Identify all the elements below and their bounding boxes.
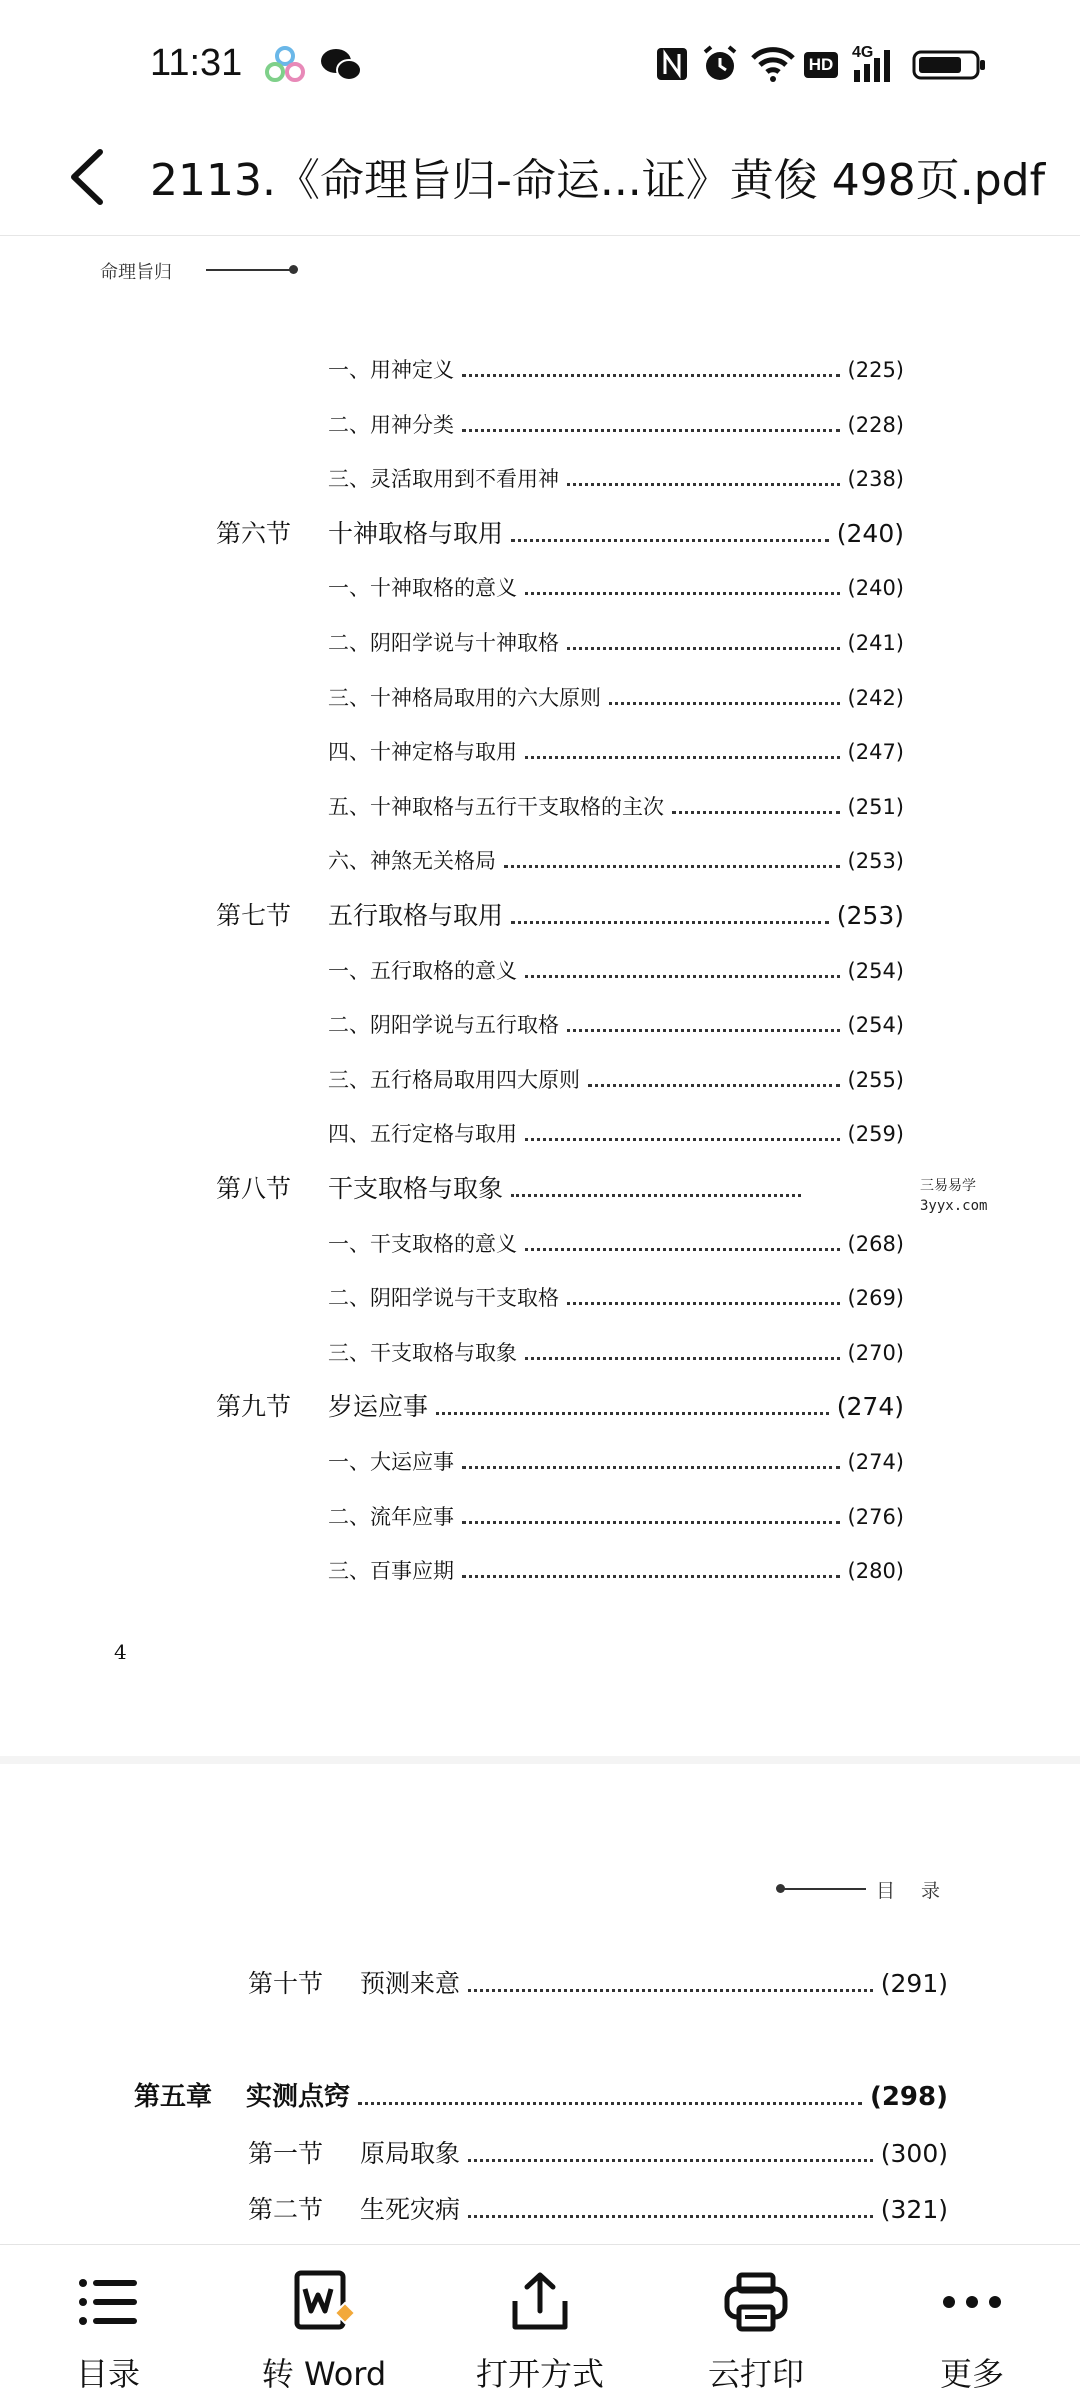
toolbar-label: 云打印 — [707, 2355, 804, 2393]
toc-section-number: 第一节 — [248, 2139, 324, 2168]
document-title: 2113.《命理旨归-命运...证》黄俊 498页.pdf — [150, 155, 1046, 206]
running-head: 目 录 — [875, 1880, 950, 1902]
toc-title: 二、流年应事 — [328, 1504, 454, 1529]
toc-title: 五、十神取格与五行干支取格的主次 — [328, 794, 664, 819]
toc-title: 岁运应事 — [328, 1392, 429, 1422]
toc-title: 预测来意 — [360, 1969, 461, 1998]
watermark-line2: 3yyx.com — [920, 1198, 988, 1214]
toc-entry[interactable] — [328, 791, 904, 821]
toolbar-label: 目录 — [75, 2355, 140, 2393]
toc-section-number: 第八节 — [216, 1174, 292, 1203]
toc-leader-dots — [462, 374, 840, 377]
toc-page-number: (280) — [847, 1559, 904, 1584]
toc-entry[interactable] — [328, 1228, 904, 1258]
toolbar-cloud-print-button[interactable] — [648, 2245, 864, 2401]
toc-title: 二、阴阳学说与五行取格 — [328, 1013, 559, 1038]
toc-entry[interactable] — [328, 1555, 904, 1585]
toc-page-number: (254) — [847, 1013, 904, 1038]
toc-entry[interactable] — [328, 627, 904, 657]
toc-leader-dots — [525, 756, 840, 759]
status-time: 11:31 — [150, 42, 243, 84]
toc-entry[interactable] — [328, 1446, 904, 1476]
wechat-icon — [318, 44, 364, 84]
toc-page-number: (253) — [836, 901, 904, 930]
toc-page-number: (269) — [847, 1286, 904, 1311]
toolbar-contents-button[interactable] — [0, 2245, 216, 2401]
pdf-page-2[interactable] — [0, 1764, 1080, 2244]
more-icon — [937, 2267, 1007, 2337]
toc-entry[interactable] — [216, 514, 904, 550]
toc-page-number: (255) — [847, 1067, 904, 1092]
toc-title: 原局取象 — [360, 2139, 461, 2168]
toc-leader-dots — [567, 483, 840, 486]
list-icon — [73, 2267, 143, 2337]
hd-icon: HD — [804, 52, 838, 78]
toc-page-number: (254) — [847, 958, 904, 983]
toc-section-number: 第五章 — [134, 2082, 213, 2112]
toc-leader-dots — [511, 1194, 801, 1197]
toc-page-number: (270) — [847, 1340, 904, 1365]
toc-title: 一、大运应事 — [328, 1450, 454, 1474]
toc-section-number: 第二节 — [248, 2195, 324, 2224]
toc-page-number: (247) — [847, 740, 904, 765]
toc-title: 生死灾病 — [360, 2195, 461, 2224]
toc-title: 四、十神定格与取用 — [328, 740, 517, 765]
toc-title: 三、五行格局取用四大原则 — [328, 1067, 580, 1092]
toc-leader-dots — [462, 1466, 840, 1469]
toc-title: 三、百事应期 — [328, 1559, 454, 1584]
header-rule — [780, 1888, 866, 1890]
toc-leader-dots — [436, 1412, 829, 1415]
toc-leader-dots — [511, 539, 829, 542]
toc-title: 二、用神分类 — [328, 412, 454, 437]
toc-entry[interactable] — [328, 1009, 904, 1039]
toc-leader-dots — [567, 1302, 840, 1305]
watermark — [920, 1176, 987, 1216]
toc-title: 干支取格与取象 — [328, 1174, 504, 1203]
toc-page-number: (321) — [880, 2195, 948, 2224]
toc-title: 一、用神定义 — [328, 358, 454, 382]
toc-entry[interactable] — [328, 1337, 904, 1367]
toc-title: 六、神煞无关格局 — [328, 849, 496, 874]
toc-leader-dots — [462, 429, 840, 432]
battery-icon — [912, 44, 988, 84]
toc-entry[interactable] — [328, 1064, 904, 1094]
toc-entry[interactable] — [216, 1169, 904, 1205]
toc-title: 实测点窍 — [246, 2082, 351, 2112]
toc-page-number: (241) — [847, 631, 904, 655]
toc-leader-dots — [468, 1989, 873, 1992]
toc-section-number: 第十节 — [248, 1969, 324, 1998]
toc-title: 一、十神取格的意义 — [328, 576, 517, 601]
toc-section-number: 第六节 — [216, 518, 292, 548]
toc-entry[interactable] — [328, 845, 904, 875]
toc-entry[interactable] — [328, 572, 904, 602]
toc-leader-dots — [525, 975, 840, 978]
toc-page-number: (291) — [880, 1969, 948, 1998]
pdf-page-1[interactable] — [0, 236, 1080, 1756]
toc-page-number: (228) — [847, 412, 904, 437]
toc-entry[interactable] — [216, 896, 904, 932]
toc-leader-dots — [672, 811, 840, 814]
toc-title: 三、十神格局取用的六大原则 — [328, 685, 601, 710]
toc-page-number: (225) — [847, 358, 904, 382]
toolbar-more-button[interactable] — [864, 2245, 1080, 2401]
alarm-icon — [700, 44, 740, 84]
toc-entry[interactable] — [328, 409, 904, 439]
toc-leader-dots — [525, 1138, 840, 1141]
toc-entry[interactable] — [216, 1387, 904, 1423]
page-number: 4 — [114, 1640, 127, 1664]
toc-page-number: (274) — [836, 1392, 904, 1422]
toc-page-number: (240) — [836, 518, 904, 548]
toc-leader-dots — [462, 1575, 840, 1578]
toc-title: 十神取格与取用 — [328, 518, 504, 548]
toc-leader-dots — [468, 2159, 873, 2162]
toc-title: 三、灵活取用到不看用神 — [328, 467, 559, 492]
toc-entry[interactable] — [248, 1964, 948, 2000]
toc-title: 三、干支取格与取象 — [328, 1340, 517, 1365]
toolbar-label: 更多 — [939, 2355, 1004, 2393]
toc-leader-dots — [358, 2102, 862, 2105]
toc-entry[interactable] — [248, 2134, 948, 2170]
toc-page-number: (276) — [847, 1504, 904, 1529]
header-dot — [289, 265, 298, 274]
toc-leader-dots — [525, 592, 840, 595]
toc-title: 一、干支取格的意义 — [328, 1231, 517, 1256]
toc-entry[interactable] — [328, 682, 904, 712]
toc-title: 二、阴阳学说与干支取格 — [328, 1286, 559, 1311]
toc-entry[interactable] — [328, 1118, 904, 1148]
printer-icon — [721, 2267, 791, 2337]
signal-icon — [852, 44, 898, 84]
status-bar — [0, 0, 1080, 120]
header-rule — [206, 269, 292, 271]
toc-leader-dots — [525, 1357, 840, 1360]
toc-section-number: 第九节 — [216, 1392, 292, 1422]
toc-page-number: (300) — [880, 2139, 948, 2168]
toc-page-number: (242) — [847, 685, 904, 710]
running-head: 命理旨归 — [100, 262, 172, 283]
toc-page-number: (253) — [847, 849, 904, 874]
app-icon — [262, 44, 308, 84]
toc-leader-dots — [525, 1248, 840, 1251]
toc-entry[interactable] — [328, 1501, 904, 1531]
toc-page-number: (274) — [847, 1450, 904, 1474]
share-icon — [505, 2267, 575, 2337]
toc-leader-dots — [462, 1521, 840, 1524]
toolbar-convert-word-button[interactable] — [216, 2245, 432, 2401]
toc-leader-dots — [609, 702, 840, 705]
bottom-toolbar — [0, 2244, 1080, 2401]
toc-leader-dots — [468, 2215, 873, 2218]
nfc-icon — [655, 44, 689, 84]
wifi-icon — [750, 44, 796, 84]
toc-leader-dots — [567, 647, 840, 650]
toc-page-number: (238) — [847, 467, 904, 492]
document-header — [0, 120, 1080, 236]
toc-section-number: 第七节 — [216, 901, 292, 930]
toc-entry[interactable] — [328, 354, 904, 384]
toc-leader-dots — [504, 865, 840, 868]
chevron-left-icon[interactable] — [60, 142, 120, 212]
convert-word-icon — [289, 2267, 359, 2337]
toc-leader-dots — [567, 1029, 840, 1032]
toc-title: 一、五行取格的意义 — [328, 958, 517, 983]
toc-page-number: (268) — [847, 1231, 904, 1256]
toc-page-number: (240) — [847, 576, 904, 601]
toc-entry[interactable] — [328, 736, 904, 766]
toc-entry[interactable] — [328, 955, 904, 985]
network-label: 4G — [852, 44, 874, 61]
toc-page-number: (298) — [869, 2082, 948, 2112]
toc-entry[interactable] — [328, 463, 904, 493]
toc-title: 二、阴阳学说与十神取格 — [328, 631, 559, 655]
watermark-line1: 三易易学 — [920, 1178, 976, 1194]
toc-page-number: (251) — [847, 794, 904, 819]
toc-entry[interactable] — [328, 1282, 904, 1312]
toc-page-number: (259) — [847, 1122, 904, 1147]
toc-entry[interactable] — [134, 2076, 948, 2113]
toc-title: 五行取格与取用 — [328, 901, 504, 930]
toolbar-label: 打开方式 — [475, 2355, 604, 2393]
toc-leader-dots — [588, 1084, 840, 1087]
toc-leader-dots — [511, 921, 829, 924]
toc-entry[interactable] — [248, 2190, 948, 2226]
toc-title: 四、五行定格与取用 — [328, 1122, 517, 1147]
toolbar-open-with-button[interactable] — [432, 2245, 648, 2401]
toolbar-label: 转 Word — [261, 2355, 387, 2393]
